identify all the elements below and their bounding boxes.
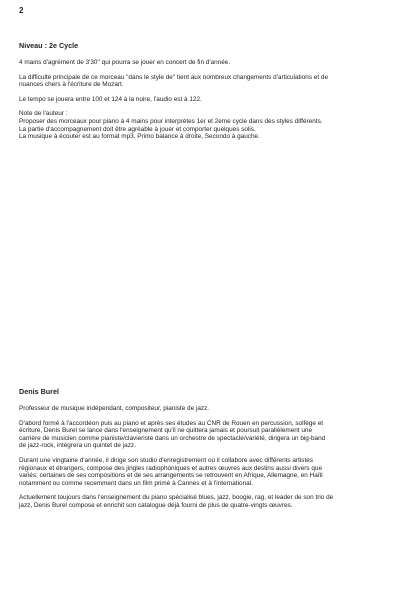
text-line: carrière de musicien comme pianiste/clavieriste dans un orchestre de spectacle/variété, dirigera un big-band: [19, 434, 326, 442]
text-line: Actuellement toujours dans l'enseignement du piano spécialisé blues, jazz, boogie, rag, et leader de son trio de: [19, 494, 334, 502]
difficulty-paragraph: [19, 74, 400, 89]
text-line: Professeur de musique indépendant, compositeur, pianiste de jazz.: [19, 405, 210, 412]
author-intro-paragraph: [19, 405, 400, 413]
text-line: Durant une vingtaine d'année, il dirige son studio d'enregistrement où il collabore avec différents artistes: [19, 456, 313, 464]
text-line: écriture, Denis Burel se lance dans l'enseignement qu'il ne quittera jamais et poursuit parallèlement une: [19, 427, 313, 435]
text-line: régionaux et étrangers, compose des jingles radiophoniques et autres œuvres aux destins aussi divers que: [19, 464, 323, 472]
level-section: [19, 41, 400, 148]
text-line: La musique à écouter est au format mp3. Primo balance à droite, Secondo à gauche.: [19, 133, 260, 141]
text-line: Le tempo se jouera entre 100 et 124 à la noire, l'audio est à 122.: [19, 95, 202, 103]
text-line: La difficulté principale de ce morceau "dans le style de" tient aux nombreux changements d'articulations et de: [19, 73, 329, 81]
text-line: variés; certaines de ses compositions et de ses arrangements se retrouvent en Afrique, Allemagne, en Haïti: [19, 472, 323, 480]
text-line: nuances chers à l'écriture de Mozart.: [19, 81, 124, 89]
duration-paragraph: [19, 59, 400, 67]
level-heading: Niveau : 2e Cycle: [19, 41, 79, 50]
tempo-paragraph: [19, 96, 400, 104]
text-line: D'abord formé à l'accordéon puis au piano et après ses études au CNR de Rouen en percussion, solfège et: [19, 419, 324, 427]
author-training-paragraph: [19, 420, 400, 450]
text-line: de jazz-rock, intègrera un quintet de jazz.: [19, 442, 136, 450]
author-current-paragraph: [19, 494, 400, 509]
text-line: 4 mains d'agrément de 3'30'' qui pourra se jouer en concert de fin d'année.: [19, 59, 231, 66]
author-heading: Denis Burel: [19, 387, 59, 396]
text-line: Proposer des morceaux pour piano à 4 mains pour interprètes 1er et 2eme cycle dans des styles différents.: [19, 117, 323, 125]
text-line: La partie d'accompagnement doit être agréable à jouer et comporter quelques solis.: [19, 125, 256, 133]
author-studio-paragraph: [19, 457, 400, 487]
text-line: jazz, Denis Burel compose et enrichit son catalogue déjà fourni de plus de quatre-vingts œuvres.: [19, 501, 293, 509]
page-number: 2: [19, 6, 24, 15]
text-line: notamment ou comme recemment dans un film primé à Cannes et à l'international.: [19, 479, 253, 487]
author-note-paragraph: [19, 110, 400, 140]
author-section: [19, 387, 400, 517]
text-line: Note de l'auteur :: [19, 110, 68, 118]
